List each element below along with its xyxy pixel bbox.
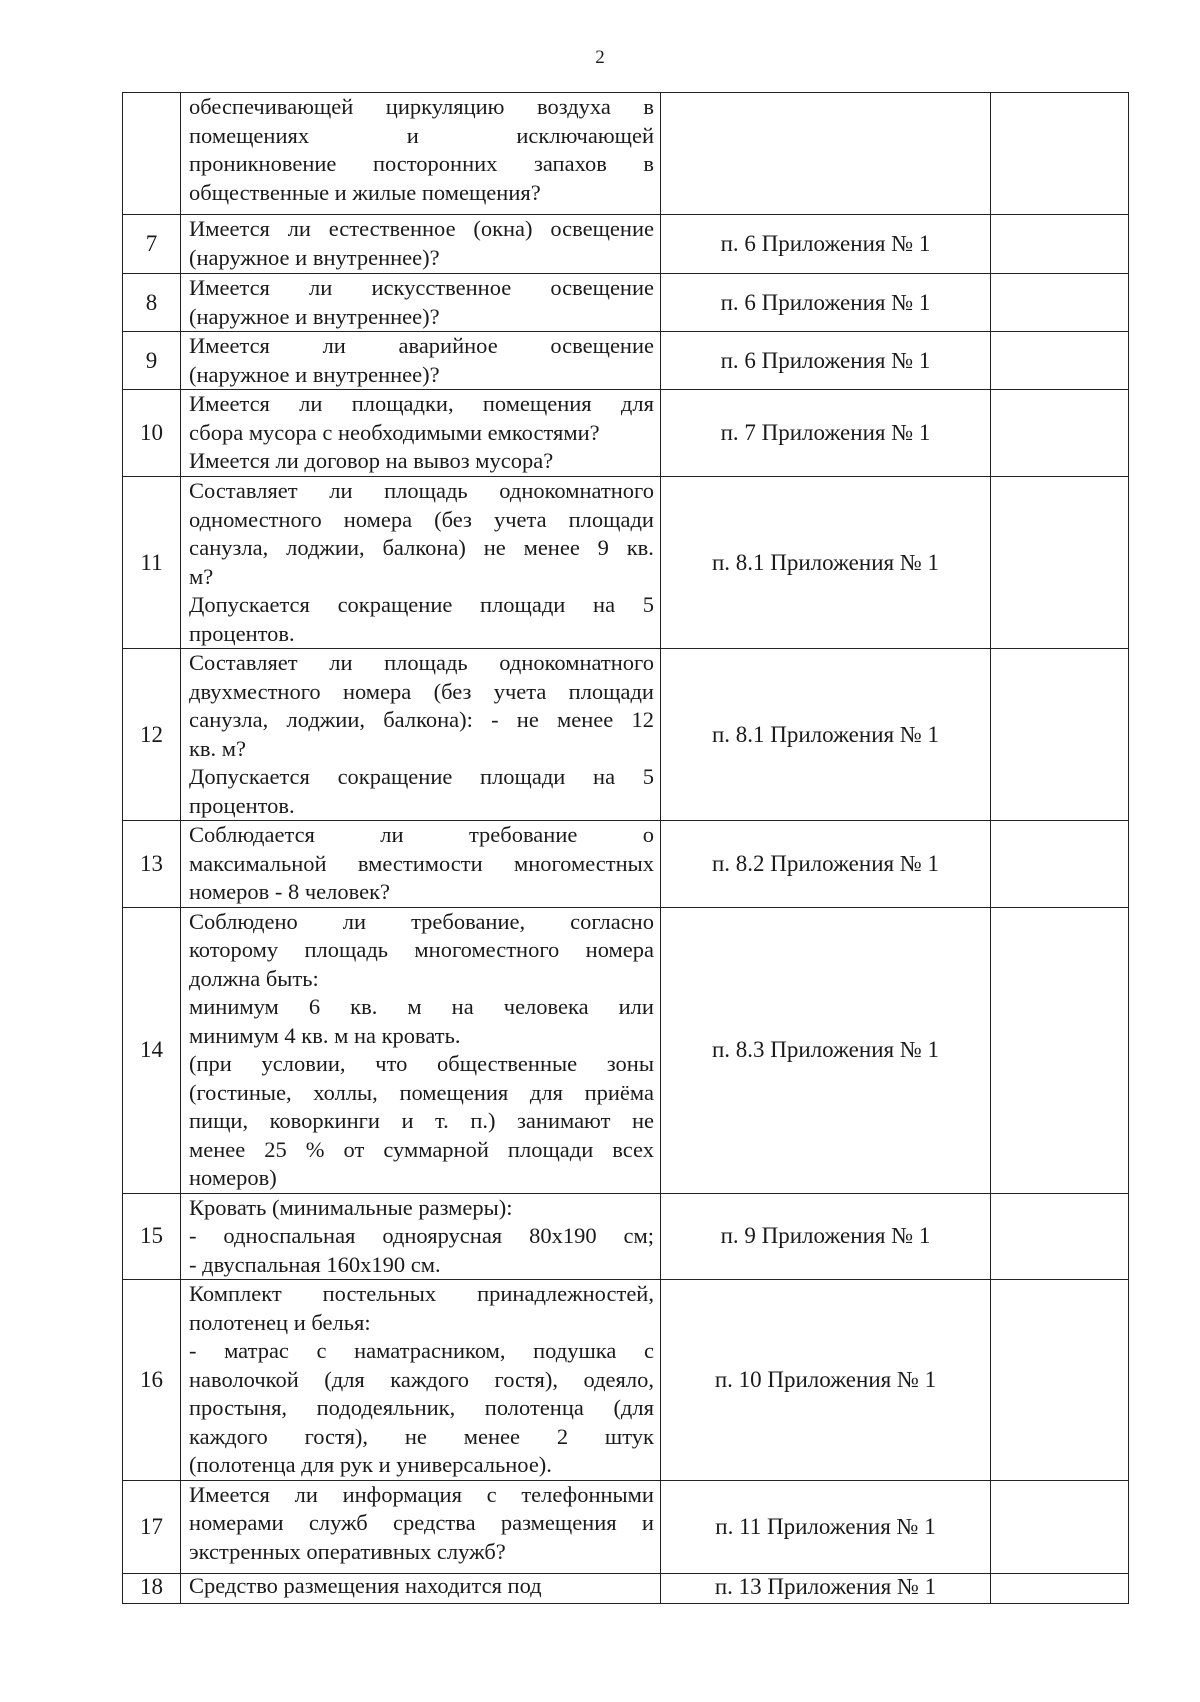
requirement-text	[181, 1280, 661, 1481]
word: полотенца	[484, 1395, 584, 1420]
word: с	[486, 1481, 497, 1507]
word: не	[404, 1423, 427, 1449]
requirement-line: должна быть:	[189, 965, 319, 991]
table-row	[123, 1573, 1129, 1603]
word: балкона):	[383, 707, 473, 732]
word: на	[593, 592, 616, 617]
word: однокомнатного	[499, 478, 654, 503]
requirement-line: (полотенца для рук и универсальное).	[189, 1452, 552, 1477]
word: балкона)	[382, 535, 466, 560]
word: аварийное	[398, 333, 498, 358]
word: менее	[557, 707, 614, 732]
word: (без	[434, 506, 472, 532]
requirement-line	[189, 763, 654, 792]
word: и	[401, 1108, 414, 1133]
row-number: 17	[123, 1480, 181, 1573]
answer-cell	[991, 477, 1129, 649]
legal-reference: п. 9 Приложения № 1	[661, 1193, 991, 1280]
word: постельных	[322, 1281, 437, 1306]
table-row	[123, 93, 1129, 215]
table-row	[123, 1480, 1129, 1573]
word: -	[491, 707, 499, 732]
word: зоны	[606, 1051, 654, 1076]
requirement-text	[181, 274, 661, 332]
word: размещения	[500, 1510, 617, 1535]
word: 2	[556, 1423, 569, 1449]
word: Соблюдается	[189, 822, 315, 847]
answer-cell	[991, 274, 1129, 332]
word: учета	[493, 506, 547, 532]
requirement-line: Средство размещения находится под	[189, 1573, 542, 1598]
word: %	[305, 1136, 325, 1162]
word: наматрасником,	[354, 1338, 506, 1363]
requirement-line: (наружное и внутреннее)?	[189, 244, 440, 270]
word: санузла,	[189, 535, 269, 560]
word: площадь	[384, 478, 468, 503]
word: 6	[308, 994, 321, 1019]
word: менее	[523, 535, 580, 560]
word: Комплект	[189, 1281, 282, 1306]
word: на	[593, 764, 616, 789]
word: Имеется	[189, 391, 270, 416]
requirement-line	[189, 649, 654, 678]
word: приёма	[584, 1079, 654, 1105]
word: (при	[189, 1051, 232, 1076]
word: учета	[493, 678, 547, 704]
word: исключающей	[516, 122, 654, 148]
word: -	[189, 1338, 197, 1363]
requirement-line: сбора мусора с необходимыми емкостями?	[189, 419, 600, 445]
word: о	[642, 822, 654, 847]
checklist-body	[123, 93, 1129, 1604]
legal-reference: п. 10 Приложения № 1	[661, 1280, 991, 1481]
requirement-line	[189, 706, 654, 735]
word: площадь	[384, 650, 468, 675]
requirement-line: Кровать (минимальные размеры):	[189, 1194, 513, 1220]
legal-reference: п. 8.1 Приложения № 1	[661, 649, 991, 821]
word: занимают	[517, 1108, 611, 1133]
requirement-text	[181, 1480, 661, 1573]
word: менее	[189, 1136, 246, 1162]
requirement-text	[181, 93, 661, 215]
answer-cell	[991, 821, 1129, 908]
word: подушка	[533, 1338, 617, 1363]
requirement-line	[189, 477, 654, 506]
requirement-line: (наружное и внутреннее)?	[189, 361, 440, 387]
requirement-line	[189, 1280, 654, 1309]
word: площади	[568, 678, 654, 704]
word: помещения	[482, 391, 592, 416]
word: многоместных	[513, 850, 654, 876]
word: ли	[329, 650, 353, 675]
word: что	[375, 1051, 408, 1076]
row-number: 9	[123, 332, 181, 390]
requirement-line	[189, 1050, 654, 1079]
answer-cell	[991, 1480, 1129, 1573]
word: ли	[329, 478, 353, 503]
word: запахов	[533, 151, 607, 176]
word: номера	[585, 937, 654, 962]
word: м	[407, 994, 422, 1019]
word: Составляет	[189, 478, 298, 503]
word: (для	[324, 1366, 365, 1392]
word: пищи,	[189, 1108, 249, 1133]
word: в	[643, 151, 654, 176]
requirement-line	[189, 1423, 654, 1452]
requirement-line	[189, 821, 654, 850]
requirement-line	[189, 1079, 654, 1108]
row-number: 18	[123, 1573, 181, 1603]
requirement-line	[189, 93, 654, 122]
word: гостя),	[494, 1366, 558, 1392]
word: помещения	[399, 1079, 509, 1105]
table-row	[123, 649, 1129, 821]
table-row	[123, 1193, 1129, 1280]
word: проникновение	[189, 151, 337, 176]
word: естественное	[328, 216, 456, 241]
word: ли	[322, 333, 346, 358]
row-number: 15	[123, 1193, 181, 1280]
word: одноярусная	[382, 1223, 503, 1248]
answer-cell	[991, 1280, 1129, 1481]
requirement-line	[189, 678, 654, 707]
word: номерами	[189, 1510, 284, 1535]
word: номера	[343, 506, 413, 532]
word: площади	[480, 764, 566, 789]
word: одноместного	[189, 506, 322, 532]
word: суммарной	[383, 1136, 489, 1162]
requirement-line: Имеется ли договор на вывоз мусора?	[189, 448, 554, 473]
requirement-line	[189, 1509, 654, 1538]
word: посторонних	[372, 151, 498, 176]
word: человека	[503, 994, 589, 1019]
table-row	[123, 274, 1129, 332]
word: см;	[623, 1223, 654, 1248]
row-number: 10	[123, 390, 181, 477]
requirement-line	[189, 390, 654, 419]
word: телефонными	[521, 1481, 654, 1507]
requirement-line: минимум 4 кв. м на кровать.	[189, 1022, 461, 1048]
word: санузла,	[189, 707, 269, 732]
word: не	[516, 707, 539, 732]
word: информация	[342, 1481, 462, 1507]
requirement-line	[189, 591, 654, 620]
table-row	[123, 215, 1129, 274]
word: ли	[287, 216, 311, 241]
row-number: 12	[123, 649, 181, 821]
legal-reference	[661, 93, 991, 215]
word: (для	[613, 1395, 654, 1420]
word: Составляет	[189, 650, 298, 675]
answer-cell	[991, 390, 1129, 477]
requirement-line	[189, 534, 654, 563]
word: ли	[299, 391, 323, 416]
word: освещение	[550, 216, 654, 241]
word: менее	[463, 1423, 520, 1449]
word: служб	[308, 1510, 368, 1535]
table-row	[123, 821, 1129, 908]
requirement-line: общественные и жилые помещения?	[189, 179, 541, 205]
word: кв.	[626, 535, 654, 560]
word: однокомнатного	[499, 650, 654, 675]
legal-reference: п. 7 Приложения № 1	[661, 390, 991, 477]
word: Допускается	[189, 764, 310, 789]
requirement-line	[189, 150, 654, 179]
row-number: 8	[123, 274, 181, 332]
requirement-line	[189, 1366, 654, 1395]
word: -	[189, 1223, 197, 1248]
word: площади	[480, 592, 566, 617]
word: не	[483, 535, 506, 560]
row-number: 7	[123, 215, 181, 274]
word: помещениях	[189, 122, 310, 148]
requirement-text	[181, 907, 661, 1193]
word: в	[643, 94, 654, 119]
legal-reference: п. 6 Приложения № 1	[661, 215, 991, 274]
requirement-line	[189, 993, 654, 1022]
requirement-line: номеров)	[189, 1165, 277, 1190]
word: площадь	[304, 937, 389, 962]
word: Имеется	[189, 333, 270, 358]
requirement-line	[189, 850, 654, 879]
word: двухместного	[189, 678, 321, 704]
requirement-line	[189, 506, 654, 535]
word: 5	[642, 764, 654, 789]
word: Имеется	[189, 216, 270, 241]
word: номера	[342, 678, 412, 704]
legal-reference: п. 6 Приложения № 1	[661, 274, 991, 332]
word: кв.	[350, 994, 378, 1019]
requirement-line	[189, 215, 654, 244]
answer-cell	[991, 907, 1129, 1193]
checklist-table	[122, 92, 1129, 1604]
word: искусственное	[371, 275, 512, 300]
word: условии,	[261, 1051, 346, 1076]
word: простыня,	[189, 1395, 288, 1420]
requirement-line: экстренных оперативных служб?	[189, 1538, 506, 1564]
word: требование,	[411, 908, 526, 934]
requirement-line	[189, 1481, 654, 1510]
requirement-text	[181, 649, 661, 821]
word: площади	[507, 1136, 594, 1162]
requirement-line	[189, 1222, 654, 1251]
table-row	[123, 332, 1129, 390]
row-number	[123, 93, 181, 215]
requirement-line	[189, 332, 654, 361]
word: с	[643, 1338, 654, 1363]
word: и	[406, 122, 419, 148]
table-row	[123, 477, 1129, 649]
requirement-line	[189, 274, 654, 303]
answer-cell	[991, 1573, 1129, 1603]
requirement-line	[189, 1337, 654, 1366]
legal-reference: п. 8.3 Приложения № 1	[661, 907, 991, 1193]
word: наволочкой	[189, 1366, 299, 1392]
answer-cell	[991, 332, 1129, 390]
word: не	[631, 1108, 654, 1133]
word: и	[641, 1510, 654, 1535]
word: воздуха	[537, 94, 611, 119]
word: максимальной	[189, 850, 327, 876]
word: 25	[264, 1136, 287, 1162]
word: общественные	[437, 1051, 578, 1076]
word: (без	[433, 678, 472, 704]
word: всех	[612, 1136, 654, 1162]
requirement-text	[181, 821, 661, 908]
word: с	[316, 1338, 327, 1363]
answer-cell	[991, 93, 1129, 215]
legal-reference: п. 13 Приложения № 1	[661, 1573, 991, 1603]
table-row	[123, 1280, 1129, 1481]
word: (гостиные,	[189, 1079, 292, 1105]
answer-cell	[991, 215, 1129, 274]
word: Соблюдено	[189, 908, 298, 934]
word: каждого	[390, 1366, 470, 1392]
answer-cell	[991, 649, 1129, 821]
word: ли	[380, 822, 404, 847]
requirement-text	[181, 1573, 661, 1603]
legal-reference: п. 8.1 Приложения № 1	[661, 477, 991, 649]
word: площади	[568, 506, 654, 532]
word: для	[529, 1079, 563, 1105]
requirement-text	[181, 332, 661, 390]
word: которому	[189, 937, 279, 962]
requirement-line: кв. м?	[189, 735, 247, 761]
word: односпальная	[223, 1223, 356, 1248]
row-number: 16	[123, 1280, 181, 1481]
row-number: 11	[123, 477, 181, 649]
word: освещение	[550, 275, 654, 300]
word: на	[451, 994, 474, 1019]
requirement-line: м?	[189, 563, 214, 589]
word: циркуляцию	[385, 94, 505, 119]
word: Допускается	[189, 592, 310, 617]
legal-reference: п. 11 Приложения № 1	[661, 1480, 991, 1573]
word: гостя),	[304, 1423, 369, 1449]
word: согласно	[570, 908, 654, 934]
word: каждого	[189, 1423, 268, 1449]
word: Имеется	[189, 275, 270, 300]
word: лоджии,	[286, 707, 366, 732]
requirement-line	[189, 1107, 654, 1136]
word: ли	[294, 1481, 318, 1507]
word: (окна)	[473, 216, 533, 241]
word: матрас	[224, 1338, 289, 1363]
word: вместимости	[357, 850, 483, 876]
legal-reference: п. 6 Приложения № 1	[661, 332, 991, 390]
word: пододеяльник,	[316, 1395, 456, 1420]
table-row	[123, 390, 1129, 477]
legal-reference: п. 8.2 Приложения № 1	[661, 821, 991, 908]
requirement-text	[181, 477, 661, 649]
answer-cell	[991, 1193, 1129, 1280]
word: 12	[631, 707, 654, 732]
word: для	[620, 391, 654, 416]
word: освещение	[550, 333, 654, 358]
word: принадлежностей,	[477, 1281, 654, 1306]
word: Имеется	[189, 1481, 270, 1507]
word: ли	[309, 275, 333, 300]
requirement-line: процентов.	[189, 620, 295, 646]
word: коворкинги	[269, 1108, 380, 1133]
word: площадки,	[351, 391, 454, 416]
row-number: 14	[123, 907, 181, 1193]
requirement-line: (наружное и внутреннее)?	[189, 303, 440, 329]
requirement-text	[181, 390, 661, 477]
word: от	[343, 1136, 365, 1162]
requirement-text	[181, 215, 661, 274]
word: или	[618, 994, 654, 1019]
requirement-line	[189, 1136, 654, 1165]
word: п.)	[470, 1108, 496, 1133]
requirement-line	[189, 122, 654, 151]
page-number: 2	[595, 47, 605, 68]
word: 9	[597, 535, 609, 560]
word: 5	[642, 592, 654, 617]
word: минимум	[189, 994, 279, 1019]
requirement-line	[189, 1394, 654, 1423]
word: ли	[342, 908, 367, 934]
word: требование	[468, 822, 578, 847]
word: холлы,	[313, 1079, 378, 1105]
word: сокращение	[337, 764, 453, 789]
word: сокращение	[337, 592, 453, 617]
row-number: 13	[123, 821, 181, 908]
word: обеспечивающей	[189, 94, 354, 119]
requirement-line: процентов.	[189, 792, 295, 818]
table-row	[123, 907, 1129, 1193]
word: штук	[604, 1423, 654, 1449]
requirement-line: - двуспальная 160х190 см.	[189, 1251, 441, 1277]
word: 80х190	[529, 1223, 597, 1248]
word: одеяло,	[583, 1366, 654, 1392]
word: лоджии,	[286, 535, 365, 560]
requirement-line	[189, 936, 654, 965]
requirement-text	[181, 1193, 661, 1280]
word: т.	[435, 1108, 449, 1133]
word: многоместного	[414, 937, 560, 962]
word: средства	[393, 1510, 476, 1535]
requirement-line: номеров - 8 человек?	[189, 879, 391, 904]
requirement-line	[189, 908, 654, 937]
requirement-line: полотенец и белья:	[189, 1309, 371, 1335]
